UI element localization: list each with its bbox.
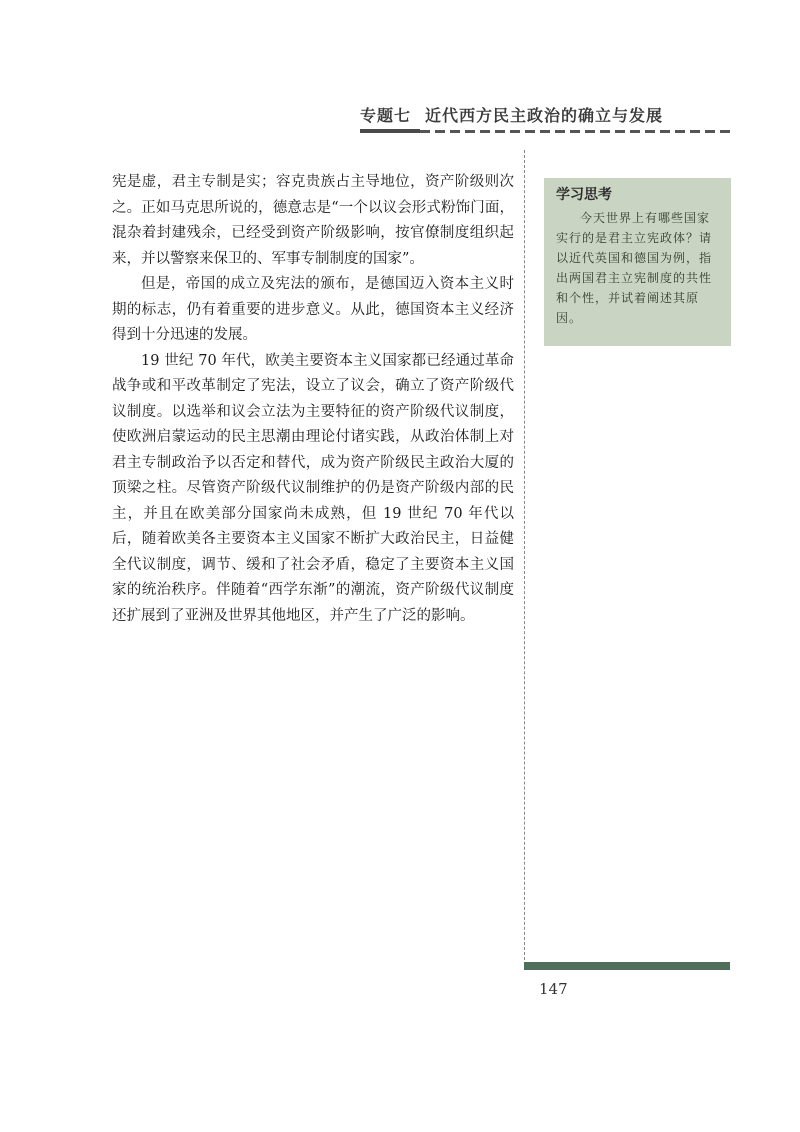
paragraph: 19 世纪 70 年代，欧美主要资本主义国家都已经通过革命战争或和平改革制定了宪法，设立了议会，确立了资产阶级代议制度。以选举和议会立法为主要特征的资产阶级代议制度，使欧洲启蒙运动的民主思潮由理论付诸实践，从政治体制上对君主专制政治予以否定和替代，成为资产阶级民主政治大厦的顶梁之柱。尽管资产阶级代议制维护的仍是资产阶级内部的民主，并且在欧美部分国家尚未成熟，但 19 世纪 70 年代以后，随着欧美各主要资本主义国家不断扩大政治民主，日益健全代议制度，调节、缓和了社会矛盾，稳定了主要资本主义国家的统治秩序。伴随着“西学东渐”的潮流，资产阶级代议制度还扩展到了亚洲及世界其他地区，并产生了广泛的影响。 [112,352,514,624]
paragraph: 宪是虚，君主专制是实；容克贵族占主导地位，资产阶级则次之。正如马克思所说的，德意志是“一个以议会形式粉饰门面，混杂着封建残余，已经受到资产阶级影响，按官僚制度组织起来，并以警察来保卫的、军事专制制度的国家”。 [112,174,514,267]
study-think-title: 学习思考 [556,187,612,203]
header-rule-accent [360,129,420,133]
page-number: 147 [539,980,568,998]
section-title: 近代西方民主政治的确立与发展 [425,106,664,125]
study-think-text: 今天世界上有哪些国家实行的是君主立宪政体？请以近代英国和德国为例，指出两国君主立宪制度的共性和个性，并试着阐述其原因。 [556,211,713,325]
footer-bar [524,962,730,970]
study-think-box [544,178,731,346]
column-divider [524,150,525,965]
section-number: 专题七 [360,106,412,125]
main-text [112,170,514,629]
paragraph: 但是，帝国的成立及宪法的颁布，是德国迈入资本主义时期的标志，仍有着重要的进步意义。从此，德国资本主义经济得到十分迅速的发展。 [112,276,514,343]
section-header [360,103,663,126]
